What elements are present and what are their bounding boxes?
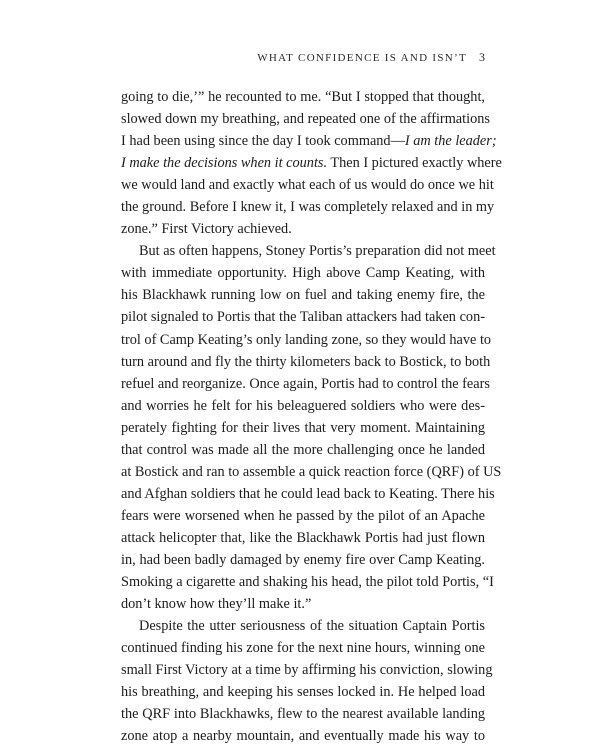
body-text bbox=[121, 86, 502, 747]
text-line: the QRF into Blackhawks, flew to the nearest available landing bbox=[121, 706, 485, 723]
text-line: don’t know how they’ll make it.” bbox=[121, 596, 312, 613]
text-line: pilot signaled to Portis that the Taliban attackers had taken con- bbox=[121, 309, 485, 326]
text-line: slowed down my breathing, and repeated one of the affirmations bbox=[121, 111, 490, 128]
text-line: continued finding his zone for the next nine hours, winning one bbox=[121, 640, 485, 657]
text-line: his Blackhawk running low on fuel and taking enemy fire, the bbox=[121, 287, 485, 304]
text-line: going to die,’” he recounted to me. “But I stopped that thought, bbox=[121, 89, 485, 105]
text-line: turn around and fly the thirty kilometers back to Bostick, to both bbox=[121, 353, 491, 370]
text-line: zone atop a nearby mountain, and eventually made his way to bbox=[121, 728, 485, 745]
paragraph-start: But as often happens, Stoney Portis’s preparation did not meet bbox=[139, 243, 496, 260]
text-line: the ground. Before I knew it, I was completely relaxed and in my bbox=[121, 199, 495, 216]
text-line: fears were worsened when he passed by the pilot of an Apache bbox=[121, 507, 485, 524]
text-line: and worries he felt for his beleaguered soldiers who were des- bbox=[121, 397, 485, 414]
text-line: we would land and exactly what each of us would do once we hit bbox=[121, 177, 494, 194]
running-head bbox=[121, 50, 485, 65]
text-line: that control was made all the more challenging once he landed bbox=[121, 441, 485, 458]
text-line: I make the decisions when it counts. Then I pictured exactly where bbox=[121, 155, 502, 172]
text-line: I had been using since the day I took command—I am the leader; bbox=[121, 133, 497, 150]
chapter-title: WHAT CONFIDENCE IS AND ISN’T bbox=[257, 52, 467, 64]
text-line: and Afghan soldiers that he could lead back to Keating. There his bbox=[121, 485, 495, 502]
text-line: refuel and reorganize. Once again, Portis had to control the fears bbox=[121, 375, 490, 392]
page-number: 3 bbox=[479, 50, 485, 64]
text-line: perately fighting for their lives that very moment. Maintaining bbox=[121, 419, 485, 436]
text-line: Smoking a cigarette and shaking his head, the pilot told Portis, “I bbox=[121, 574, 494, 591]
paragraph-start: Despite the utter seriousness of the situation Captain Portis bbox=[139, 618, 485, 635]
italic-affirmation: I make the decisions when it counts. bbox=[121, 155, 328, 172]
text-line: at Bostick and ran to assemble a quick reaction force (QRF) of US bbox=[121, 463, 502, 480]
text-line: attack helicopter that, like the Blackhawk Portis had just flown bbox=[121, 529, 485, 546]
text-line: small First Victory at a time by affirming his conviction, slowing bbox=[121, 662, 493, 679]
text-line: zone.” First Victory achieved. bbox=[121, 221, 292, 238]
text-line: with immediate opportunity. High above Camp Keating, with bbox=[121, 265, 485, 282]
italic-affirmation: I am the leader; bbox=[404, 133, 497, 150]
text-line: trol of Camp Keating’s only landing zone, so they would have to bbox=[121, 331, 492, 348]
text-line: in, had been badly damaged by enemy fire over Camp Keating. bbox=[121, 551, 485, 568]
text-line: his breathing, and keeping his senses locked in. He helped load bbox=[121, 684, 485, 701]
